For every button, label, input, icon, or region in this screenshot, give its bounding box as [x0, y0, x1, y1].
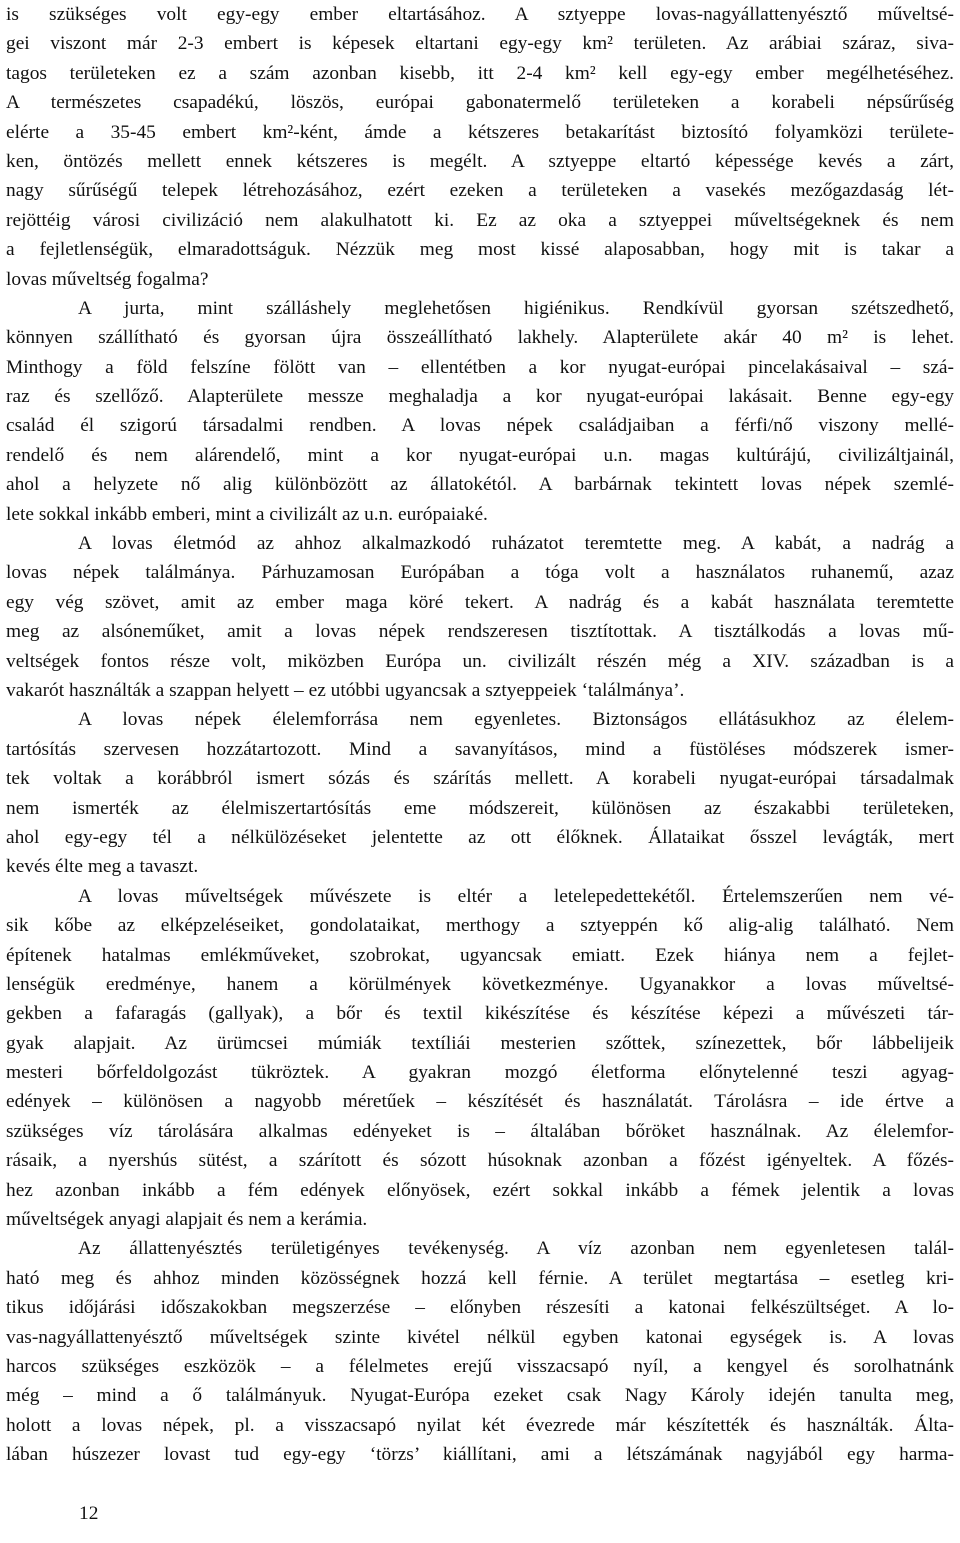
text-line: ható meg és ahhoz minden közösségnek hozzá kell férnie. A terület megtartása – esetleg kri-	[6, 1267, 954, 1289]
text-line: a fejletlenségük, elmaradottságuk. Nézzük meg most kissé alaposabban, hogy mit is takar a	[6, 239, 954, 261]
text-line: meg az alsóneműket, amit a lovas népek rendszeresen tisztítottak. A tisztálkodás a lovas mű-	[6, 621, 954, 643]
text-line: család él szigorú társadalmi rendben. A lovas népek családjaiban a férfi/nő viszony mellé-	[6, 415, 954, 437]
text-line: nem ismerték az élelmiszertartósítás eme módszereit, különösen az északabbi területeken,	[6, 797, 954, 819]
text-line: A természetes csapadékú, löszös, európai gabonatermelő területeken a korabeli népsűrűség	[6, 92, 954, 114]
text-line: ken, öntözés mellett ennek kétszeres is megélt. A sztyeppe eltartó képessége kevés a zárt,	[6, 150, 954, 172]
page-number: 12	[79, 1503, 99, 1524]
text-line: harcos szükséges eszközök – a félelmetes erejű visszacsapó nyíl, a kengyel és sorolhatnánk	[6, 1355, 954, 1377]
text-line: tek voltak a korábbról ismert sózás és szárítás mellett. A korabeli nyugat-európai társadalmak	[6, 768, 954, 790]
text-line: hez azonban inkább a fém edények előnyösek, ezért sokkal inkább a fémek jelentik a lovas	[6, 1179, 954, 1201]
text-line: gei viszont már 2-3 embert is képesek eltartani egy-egy km² területen. Az arábiai száraz, siva-	[6, 33, 954, 55]
text-line: Minthogy a föld felszíne fölött van – ellentétben a kor nyugat-európai pincelakásaival – szá-	[6, 356, 954, 378]
text-line: könnyen szállítható és gyorsan újra összeállítható lakhely. Alapterülete akár 40 m² is lehet.	[6, 327, 954, 349]
text-line: rendelő és nem alárendelő, mint a kor nyugat-európai u.n. magas kultúrájú, civilizáltjainál,	[6, 444, 954, 466]
text-line: lovas műveltség fogalma?	[6, 268, 209, 290]
text-line: tikus időjárási időszakokban megszerzése – előnyben részesíti a katonai felkészültséget. A lo-	[6, 1297, 954, 1319]
text-line: Az állattenyésztés területigényes tevékenység. A víz azonban nem egyenletesen talál-	[78, 1238, 954, 1260]
text-line: lenségük eredménye, hanem a körülmények következménye. Ugyanakkor a lovas műveltsé-	[6, 973, 954, 995]
text-line: kevés élte meg a tavaszt.	[6, 856, 199, 878]
text-line: szükséges víz tárolására alkalmas edényeket is – általában bőröket használnak. Az élelemfor-	[6, 1120, 954, 1142]
text-line: ahol a helyzete nő alig különbözött az állatokétól. A barbárnak tekintett lovas népek szemlé-	[6, 474, 954, 496]
text-line: vakarót használták a szappan helyett – ez utóbbi ugyancsak a sztyeppeiek ‘találmánya’.	[6, 679, 685, 701]
text-line: tagos területeken ez a szám azonban kisebb, itt 2-4 km² kell egy-egy ember megélhetéséhez.	[6, 62, 954, 84]
text-line: gyak alapjait. Az ürümcsei múmiák textíliái mesterien szőttek, színezettek, bőr lábbelijeik	[6, 1032, 954, 1054]
text-line: veltségek fontos része volt, miközben Európa un. civilizált részén még a XIV. században is a	[6, 650, 954, 672]
text-line: A lovas életmód az ahhoz alkalmazkodó ruházatot teremtette meg. A kabát, a nadrág a	[78, 533, 954, 555]
text-line: tartósítás szervesen hozzátartozott. Mind a savanyításos, mind a füstöléses módszerek ismer-	[6, 738, 954, 760]
text-line: A jurta, mint szálláshely meglehetősen higiénikus. Rendkívül gyorsan szétszedhető,	[78, 297, 954, 319]
text-line: vas-nagyállattenyésztő műveltségek szinte kivétel nélkül egyben katonai egységek is. A lovas	[6, 1326, 954, 1348]
text-line: lában húszezer lovast tud egy-egy ‘törzs’ kiállítani, ami a létszámának nagyjából egy harma-	[6, 1444, 954, 1466]
text-line: még – mind a ő találmányuk. Nyugat-Európa ezeket csak Nagy Károly idején tanulta meg,	[6, 1385, 954, 1407]
text-line: lovas népek találmánya. Párhuzamosan Európában a tóga volt a használatos ruhanemű, azaz	[6, 562, 954, 584]
text-line: raz és szellőző. Alapterülete messze meghaladja a kor nyugat-európai lakásait. Benne egy-egy	[6, 386, 954, 408]
text-line: mesteri bőrfeldolgozást tükröztek. A gyakran mozgó életforma előnytelenné teszi agyag-	[6, 1062, 954, 1084]
text-line: elérte a 35-45 embert km²-ként, ámde a kétszeres betakarítást biztosító folyamközi területe-	[6, 121, 954, 143]
text-line: egy vég szövet, amit az ember maga köré tekert. A nadrág és a kabát használata teremtette	[6, 591, 954, 613]
body-text	[6, 0, 954, 1470]
text-line: rejöttéig városi civilizáció nem alakulhatott ki. Ez az oka a sztyeppei műveltségeknek és nem	[6, 209, 954, 231]
text-line: nagy sűrűségű telepek létrehozásához, ezért ezeken a területeken a vasekés mezőgazdaság lét-	[6, 180, 954, 202]
text-line: sik kőbe az elképzeléseiket, gondolataikat, merthogy a sztyeppén kő alig-alig található. Nem	[6, 915, 954, 937]
text-line: lete sokkal inkább emberi, mint a civilizált az u.n. európaiaké.	[6, 503, 488, 525]
text-line: holott a lovas népek, pl. a visszacsapó nyilat két évezrede már készítették és használták. Álta-	[6, 1414, 954, 1436]
text-line: A lovas népek élelemforrása nem egyenletes. Biztonságos ellátásukhoz az élelem-	[78, 709, 954, 731]
text-line: is szükséges volt egy-egy ember eltartásához. A sztyeppe lovas-nagyállattenyésztő műveltsé-	[6, 4, 954, 25]
text-line: építenek hatalmas emlékműveket, szobrokat, ugyancsak emiatt. Ezek hiánya nem a fejlet-	[6, 944, 954, 966]
text-line: műveltségek anyagi alapjait és nem a kerámia.	[6, 1209, 368, 1231]
text-line: gekben a fafaragás (gallyak), a bőr és textil kikészítése és készítése képezi a művészeti tár-	[6, 1003, 954, 1025]
text-line: edények – különösen a nagyobb méretűek – készítését és használatát. Tárolásra – ide értve a	[6, 1091, 954, 1113]
text-line: ahol egy-egy tél a nélkülözéseket jelentette az ott élőknek. Állataikat ősszel levágták, mert	[6, 826, 954, 848]
text-line: A lovas műveltségek művészete is eltér a letelepedettekétől. Értelemszerűen nem vé-	[78, 885, 954, 907]
text-line: rásaik, a nyershús sütést, a szárított és sózott húsoknak azonban a főzést igényeltek. A főzés-	[6, 1150, 954, 1172]
